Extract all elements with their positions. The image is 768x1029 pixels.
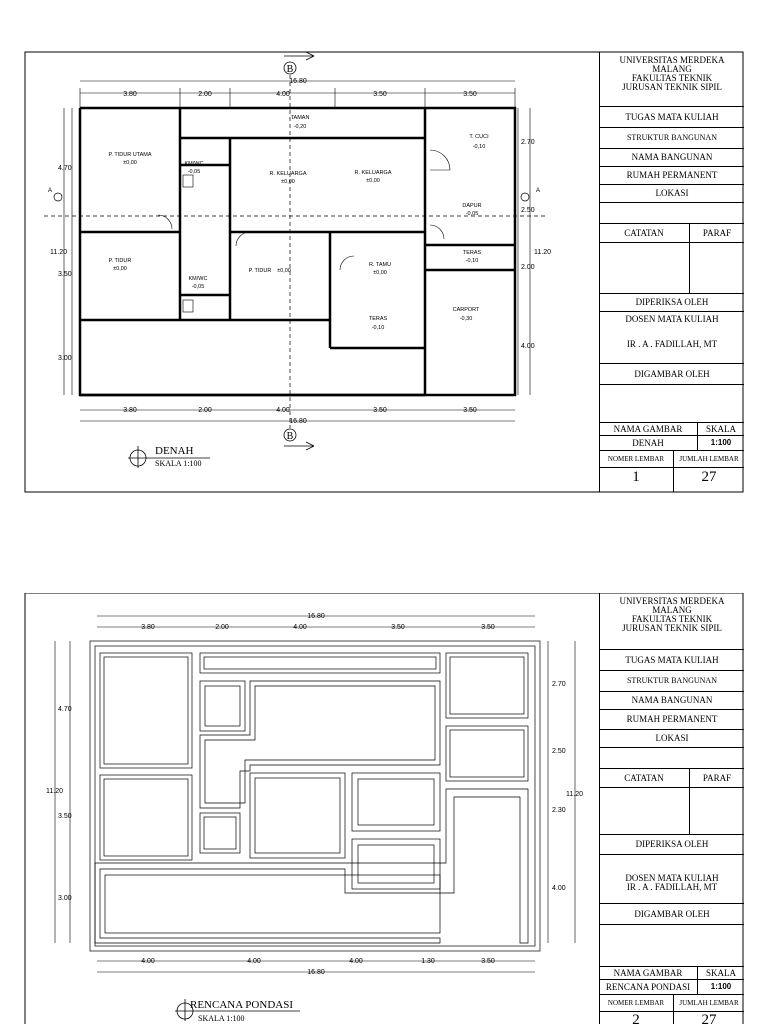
dim-overall-left: 11.20 (46, 788, 63, 795)
dim-right-4: 4.00 (521, 343, 535, 350)
dim-top-3: 4.00 (276, 91, 290, 98)
title-block (599, 52, 744, 492)
room-level: -0,05 (187, 169, 201, 175)
university-name: UNIVERSITAS MERDEKA (619, 55, 725, 65)
dosen-label: DOSEN MATA KULIAH (625, 314, 719, 324)
catatan-label: CATATAN (624, 773, 664, 783)
dosen-name: IR . A . FADILLAH, MT (626, 339, 718, 349)
room-label: P. TIDUR (248, 268, 272, 274)
dim-top-4: 3.50 (391, 624, 405, 631)
dim-top-2: 2.00 (215, 624, 229, 631)
dim-bottom-3: 4.00 (349, 958, 363, 965)
skala-label: SKALA (705, 968, 736, 978)
lokasi-label: LOKASI (600, 185, 744, 203)
axis-marker-right: A (536, 188, 541, 194)
dim-right-2: 2.50 (521, 207, 535, 214)
room-label: R. KELUARGA (354, 170, 392, 176)
room-level: -0,10 (371, 325, 385, 331)
skala-label: SKALA (705, 424, 736, 434)
dim-right-2: 2.50 (552, 748, 566, 755)
room-level: -0,10 (472, 144, 486, 150)
room-label: TERAS (462, 250, 482, 256)
room-label: DAPUR (462, 203, 482, 209)
dim-top-1: 3.80 (123, 91, 137, 98)
dosen-name: IR . A . FADILLAH, MT (626, 882, 718, 892)
sheet-total: 27 (701, 469, 717, 485)
university-city: MALANG (652, 605, 692, 615)
nomer-lembar-label: NOMER LEMBAR (607, 455, 665, 463)
catatan-label: CATATAN (624, 228, 664, 238)
room-label: KM/WC (188, 276, 208, 282)
paraf-label: PARAF (702, 773, 732, 783)
course-name: STRUKTUR BANGUNAN (600, 671, 744, 692)
room-level: -0,30 (459, 316, 473, 322)
dim-bottom-3: 4.00 (276, 407, 290, 414)
department: JURUSAN TEKNIK SIPIL (622, 82, 722, 92)
room-level: ±0,00 (277, 268, 291, 274)
sheet-number: 1 (632, 469, 640, 485)
room-level: -0,05 (465, 211, 479, 217)
title-block (599, 593, 744, 1028)
catatan-row (600, 769, 744, 788)
sheet-pondasi (0, 593, 768, 1028)
room-label: T. CUCI (469, 134, 489, 140)
dim-left-1: 4.70 (58, 165, 72, 172)
dim-bottom-4: 3.50 (373, 407, 387, 414)
dim-bottom-2: 2.00 (198, 407, 212, 414)
dim-overall-right: 11.20 (534, 249, 551, 256)
room-label: R. TAMU (368, 262, 392, 268)
diperiksa-label: DIPERIKSA OLEH (600, 835, 744, 855)
drawing-scale-value: 1:100 (710, 438, 732, 447)
dosen-label: DOSEN MATA KULIAH (625, 873, 719, 883)
drawing-scale: SKALA 1:100 (155, 459, 202, 468)
dim-top-2: 2.00 (198, 91, 212, 98)
dim-top-5: 3.50 (481, 624, 495, 631)
dim-right-3: 2.30 (552, 807, 566, 814)
room-level: -0,10 (465, 258, 479, 264)
bangunan-name: RUMAH PERMANENT (600, 167, 744, 185)
dim-top-5: 3.50 (463, 91, 477, 98)
section-marker-top: B (286, 64, 294, 75)
digambar-label: DIGAMBAR OLEH (600, 904, 744, 925)
drawing-scale: SKALA 1:100 (198, 1014, 245, 1023)
dim-bottom-5: 3.50 (481, 958, 495, 965)
room-label: R. KELUARGA (269, 171, 307, 177)
dim-overall-top: 16.80 (307, 613, 325, 620)
faculty: FAKULTAS TEKNIK (631, 73, 713, 83)
jumlah-lembar-label: JUMLAH LEMBAR (679, 999, 739, 1007)
room-level: -0,20 (293, 124, 307, 130)
sheet-number: 2 (632, 1012, 640, 1028)
university-city: MALANG (652, 64, 692, 74)
room-level: ±0,00 (281, 179, 295, 185)
faculty: FAKULTAS TEKNIK (631, 614, 713, 624)
room-label: TAMAN (290, 115, 310, 121)
room-label: KM/WC (184, 161, 204, 167)
dim-bottom-1: 4.00 (141, 958, 155, 965)
bangunan-name: RUMAH PERMANENT (600, 710, 744, 730)
room-label: P. TIDUR UTAMA (108, 152, 152, 158)
lokasi-label: LOKASI (600, 730, 744, 748)
nama-gambar-label: NAMA GAMBAR (613, 424, 683, 434)
sheet-total: 27 (701, 1012, 717, 1028)
dim-bottom-4: 1.30 (421, 958, 435, 965)
room-level: ±0,00 (123, 160, 137, 166)
room-label: TERAS (368, 316, 388, 322)
drawing-scale-value: 1:100 (710, 982, 732, 991)
dim-right-1: 2.70 (521, 139, 535, 146)
dim-right-1: 2.70 (552, 681, 566, 688)
room-level: ±0,00 (113, 266, 127, 272)
drawing-title: DENAH (155, 445, 194, 457)
room-label: CARPORT (452, 307, 480, 313)
dim-overall-right: 11.20 (566, 791, 583, 798)
axis-marker-left: A (48, 188, 53, 194)
digambar-label: DIGAMBAR OLEH (600, 364, 744, 385)
drawing-name: RENCANA PONDASI (605, 982, 691, 992)
dim-left-1: 4.70 (58, 706, 72, 713)
sheet-denah (0, 0, 768, 500)
room-level: -0,05 (191, 284, 205, 290)
section-marker-bottom: B (286, 431, 294, 442)
room-label: P. TIDUR (108, 258, 132, 264)
university-name: UNIVERSITAS MERDEKA (619, 596, 725, 606)
dim-right-4: 4.00 (552, 885, 566, 892)
room-level: ±0,00 (373, 270, 387, 276)
drawing-title: RENCANA PONDASI (190, 999, 293, 1011)
dim-bottom-5: 3.50 (463, 407, 477, 414)
dim-top-1: 3.80 (141, 624, 155, 631)
bangunan-label: NAMA BANGUNAN (600, 692, 744, 710)
catatan-row (600, 224, 744, 243)
dim-bottom-2: 4.00 (247, 958, 261, 965)
dim-top-4: 3.50 (373, 91, 387, 98)
tugas-label: TUGAS MATA KULIAH (600, 107, 744, 128)
dim-right-3: 2.00 (521, 264, 535, 271)
dim-bottom-1: 3.80 (123, 407, 137, 414)
jumlah-lembar-label: JUMLAH LEMBAR (679, 455, 739, 463)
course-name: STRUKTUR BANGUNAN (600, 128, 744, 149)
dim-overall-left: 11.20 (50, 249, 67, 256)
diperiksa-label: DIPERIKSA OLEH (600, 294, 744, 312)
nomer-lembar-label: NOMER LEMBAR (607, 999, 665, 1007)
dim-overall-bottom: 16.80 (289, 418, 307, 425)
room-level: ±0,00 (366, 178, 380, 184)
bangunan-label: NAMA BANGUNAN (600, 149, 744, 167)
dim-overall-top: 16.80 (289, 78, 307, 85)
dim-left-2: 3.50 (58, 271, 72, 278)
drawing-name: DENAH (632, 438, 664, 448)
department: JURUSAN TEKNIK SIPIL (622, 623, 722, 633)
paraf-label: PARAF (702, 228, 732, 238)
dim-left-3: 3.00 (58, 895, 72, 902)
dim-overall-bottom: 16.80 (307, 969, 325, 976)
dim-left-2: 3.50 (58, 813, 72, 820)
tugas-label: TUGAS MATA KULIAH (600, 650, 744, 671)
nama-gambar-label: NAMA GAMBAR (613, 968, 683, 978)
dim-top-3: 4.00 (293, 624, 307, 631)
dim-left-3: 3.00 (58, 355, 72, 362)
